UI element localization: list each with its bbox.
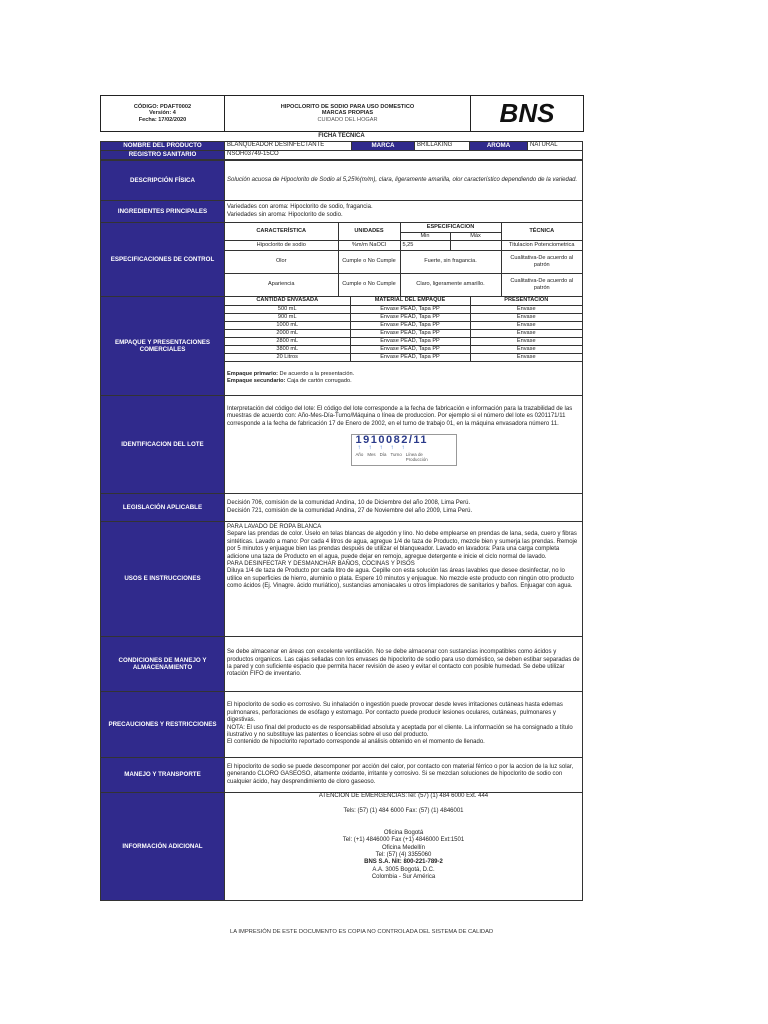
empaque-material: Envase PEAD, Tapa PP — [350, 345, 470, 353]
empaque-secundario-text: Caja de cartón corrugado. — [285, 378, 352, 385]
lote-example-image — [351, 434, 457, 466]
empaque-material: Envase PEAD, Tapa PP — [350, 313, 470, 321]
usos-cell — [225, 522, 583, 637]
spec-tecnica: Titulacion Potenciometrica — [501, 240, 582, 250]
empaque-material: Envase PEAD, Tapa PP — [350, 353, 470, 361]
ingredientes-line-2: Variedades sin aroma: Hipoclorito de sodio. — [227, 211, 343, 218]
especificaciones-label: ESPECIFICACIONES DE CONTROL — [101, 223, 225, 297]
arrow-up-icon: ↑ — [379, 444, 383, 451]
empaque-row — [225, 353, 582, 361]
empaque-presentacion: Envase — [470, 321, 582, 329]
empaque-cell — [225, 297, 583, 396]
aa-text: A.A. 3005 Bogotá, D.C. — [372, 866, 435, 873]
info-cell — [225, 793, 583, 901]
registro-sanitario-value: NSOH03749-15CO — [225, 151, 583, 160]
document-subtitle: MARCAS PROPIAS — [321, 110, 374, 117]
empaque-row — [225, 321, 582, 329]
empaque-cantidad: 2800 mL — [225, 337, 350, 345]
pais-text: Colombia - Sur América — [371, 874, 436, 881]
col-presentacion: PRESENTACION — [470, 297, 582, 305]
emergencias-text: ATENCION DE EMERGENCIAS:Tel: (57) (1) 484 6000 Ext. 444 — [318, 793, 489, 799]
precauciones-text-3: El contenido de hipoclorito reportado corresponde al análisis obtenido en el momento de llenado. — [227, 739, 485, 746]
lote-arrows — [356, 445, 452, 452]
empaque-presentacion: Envase — [470, 313, 582, 321]
col-min: Min — [400, 232, 450, 240]
empaque-row — [225, 337, 582, 345]
spec-caracteristica: Apariencia — [225, 273, 338, 296]
empaque-cantidad: 1000 mL — [225, 321, 350, 329]
empaque-cantidad: 2000 mL — [225, 329, 350, 337]
spec-unidades: %m/m NaOCl — [338, 240, 400, 250]
spec-especificacion: Claro, ligeramente amarillo. — [400, 273, 501, 296]
spec-min: 5,25 — [400, 240, 450, 250]
arrow-up-icon: ↑ — [357, 444, 361, 451]
spec-tecnica: Cualitativa-De acuerdo al patrón — [501, 250, 582, 273]
arrow-up-icon: ↑ — [401, 444, 405, 451]
ingredientes-label: INGREDIENTES PRINCIPALES — [101, 201, 225, 223]
codigo-text: CÓDIGO: PDAFT0002 — [133, 103, 192, 110]
col-tecnica: TÉCNICA — [501, 223, 582, 240]
empaque-primario-text: De acuerdo a la presentación. — [277, 371, 355, 378]
empaque-cantidad: 20 Litros — [225, 353, 350, 361]
oficina-medellin-tel: Tel: (57) (4) 3355060 — [375, 852, 432, 859]
legislacion-line-1: Decisión 706, comisión de la comunidad Andina, 10 de Diciembre del año 2008, Lima Perú. — [227, 500, 471, 507]
footer-disclaimer: LA IMPRESIÓN DE ESTE DOCUMENTO ES COPIA NO CONTROLADA DEL SISTEMA DE CALIDAD — [230, 929, 494, 935]
precauciones-label: PRECAUCIONES Y RESTRICCIONES — [101, 692, 225, 758]
product-name-label: NOMBRE DEL PRODUCTO — [101, 142, 225, 151]
empaque-presentacion: Envase — [470, 353, 582, 361]
tels-text: Tels: (57) (1) 484 6000 Fax: (57) (1) 4846001 — [343, 808, 464, 815]
oficina-bogota: Oficina Bogotá — [383, 829, 424, 836]
spec-max — [450, 240, 501, 250]
lote-cell — [225, 396, 583, 494]
col-especificacion: ESPECIFICACION — [400, 223, 501, 232]
arrow-up-icon: ↑ — [390, 444, 394, 451]
empaque-cantidad: 900 mL — [225, 313, 350, 321]
aroma-value: NATURAL — [528, 142, 583, 151]
arrow-up-icon: ↑ — [368, 444, 372, 451]
spec-caracteristica: Olor — [225, 250, 338, 273]
empaque-material: Envase PEAD, Tapa PP — [350, 305, 470, 313]
usos-title-1: PARA LAVADO DE ROPA BLANCA — [227, 524, 322, 530]
precauciones-cell — [225, 692, 583, 758]
document-category: CUIDADO DEL HOGAR — [317, 116, 378, 123]
caption-dia: Día — [379, 452, 387, 458]
lote-example-code: 1910082/11 — [355, 434, 429, 447]
empaque-notes — [225, 361, 582, 395]
empaque-presentacion: Envase — [470, 329, 582, 337]
manejo-text: Se debe almacenar en áreas con excelente ventilación. No se debe almacenar con sustancias incompatibles como ácidos y productos organicos. Las cajas selladas con los envases de hipoclorito de sodio para uso doméstico, se deben estibar separadas de la pared y con suficiente espacio que permita hacer revisión de aseo y evitar el contacto con posible humedad. Se debe utilizar rotación FIFO de inventario. — [225, 637, 583, 692]
aroma-label: AROMA — [470, 142, 528, 151]
document-header — [100, 95, 584, 132]
caption-turno: Turno — [390, 452, 402, 458]
descripcion-label: DESCRIPCIÓN FÍSICA — [101, 161, 225, 201]
company-logo: BNS — [471, 96, 584, 132]
transporte-text: El hipoclorito de sodio se puede descomponer por acción del calor, por contacto con material férrico o por la accion de la luz solar, generando CLORO GASEOSO, altamente oxidante, irritante y corrosivo. Si se mezclan soluciones de hipoclorito de sodio con cualquier ácido, hay desprendimiento de cloro gaseoso. — [225, 758, 583, 793]
marca-label: MARCA — [352, 142, 415, 151]
version-text: Versión: 4 — [149, 110, 176, 117]
spec-row — [225, 273, 582, 296]
ficha-tecnica-document — [100, 95, 583, 901]
caption-ano: Año — [355, 452, 364, 458]
empaque-presentacion: Envase — [470, 345, 582, 353]
document-control-info — [101, 96, 225, 132]
especificaciones-table — [225, 223, 582, 296]
spec-unidades: Cumple o No Cumple — [338, 273, 400, 296]
legislacion-cell — [225, 494, 583, 522]
spec-tecnica: Cualitativa-De acuerdo al patrón — [501, 273, 582, 296]
empaque-material: Envase PEAD, Tapa PP — [350, 337, 470, 345]
empaque-table — [225, 297, 582, 395]
oficina-medellin: Oficina Medellín — [381, 844, 426, 851]
transporte-label: MANEJO Y TRANSPORTE — [101, 758, 225, 793]
descripcion-text: Solución acuosa de Hipoclorito de Sodio al 5,25%(m/m), clara, ligeramente amarilla, olor característico dependiendo de la variedad. — [225, 161, 583, 201]
spec-row — [225, 250, 582, 273]
product-info-table — [100, 141, 583, 160]
empaque-secundario-label: Empaque secundario: — [227, 378, 286, 385]
precauciones-text-1: El hipoclorito de sodio es corrosivo. Su inhalación o ingestión puede provocar desde leves irritaciones cutáneas hasta edemas pulmonares, perforaciones de esófago y estomago. Por contacto puede producir lesiones oculares, cutáneas, pulmonares y digestivas. — [227, 702, 563, 724]
legislacion-line-2: Decisión 721, comisión de la comunidad Andina, 27 de Noviembre del año 2009, Lima Perú. — [227, 507, 473, 514]
empaque-presentacion: Envase — [470, 305, 582, 313]
sections-table — [100, 160, 583, 901]
col-material: MATERIAL DEL EMPAQUE — [350, 297, 470, 305]
lote-label: IDENTIFICACION DEL LOTE — [101, 396, 225, 494]
empaque-material: Envase PEAD, Tapa PP — [350, 321, 470, 329]
empaque-row — [225, 313, 582, 321]
empaque-presentacion: Envase — [470, 337, 582, 345]
spec-row — [225, 240, 582, 250]
usos-label: USOS E INSTRUCCIONES — [101, 522, 225, 637]
empaque-cantidad: 3800 mL — [225, 345, 350, 353]
empaque-row — [225, 305, 582, 313]
empaque-row — [225, 345, 582, 353]
especificaciones-cell — [225, 223, 583, 297]
registro-sanitario-label: REGISTRO SANITARIO — [101, 151, 225, 160]
caption-linea: Línea de Producción — [405, 452, 428, 463]
usos-title-2: PARA DESINFECTAR Y DESMANCHAR BAÑOS, COCINAS Y PISOS — [227, 561, 415, 568]
empaque-cantidad: 500 mL — [225, 305, 350, 313]
product-name-value: BLANQUEADOR DESINFECTANTE — [225, 142, 352, 151]
empaque-row — [225, 329, 582, 337]
col-unidades: UNIDADES — [338, 223, 400, 240]
spec-caracteristica: Hipoclorito de sodio — [225, 240, 338, 250]
col-cantidad: CANTIDAD ENVASADA — [225, 297, 350, 305]
precauciones-text-2: NOTA: El uso final del producto es de responsabilidad absoluta y aceptada por el cliente. La información se ha consignado a título ilustrativo y no substituye las patentes o licencias sobre el uso del producto. — [227, 724, 573, 738]
col-caracteristica: CARACTERÍSTICA — [225, 223, 338, 240]
usos-paragraph-1: Separe las prendas de color. Úselo en telas blancas de algodón y lino. No debe emplearse en prendas de lana, seda, cuero y fibras sintéticas. Lavado a mano: Por cada 4 litros de agua, agregue 1/4 de taza de Producto, mezcle bien y sumerja las prendas. Remoje por 5 minutos y enjuague bien las prendas después de utilizar el blanqueador. Lavado en lavadora: Para una carga completa adicione una taza de Producto en el agua, puede dejar en remojo, agregue detergente e inicie el ciclo normal de lavado. — [227, 531, 578, 560]
spec-especificacion: Fuerte, sin fragancia. — [400, 250, 501, 273]
spec-unidades: Cumple o No Cumple — [338, 250, 400, 273]
empaque-material: Envase PEAD, Tapa PP — [350, 329, 470, 337]
document-title-block — [225, 96, 471, 132]
nit-text: BNS S.A. Nit: 800-221-789-2 — [364, 859, 443, 866]
info-label: INFORMACIÓN ADICIONAL — [101, 793, 225, 901]
marca-value: BRILLAKING — [415, 142, 470, 151]
lote-captions — [356, 452, 452, 462]
usos-paragraph-2: Diluya 1/4 de taza de Producto por cada litro de agua. Cepille con esta solución las áreas lavables que desee desinfectar, no lo utilice en superficies de hierro, aluminio o plata. Espere 10 minutos y enjuague. No mezcle este producto con ningún otro producto como ácidos (Ej. Vinagre. ácido muriático), sustancias amoniacales u otros limpiadores de sanitarios y baños. Enjuagar con agua. — [227, 568, 574, 590]
lote-text: Interpretación del código del lote: El código del lote corresponde a la fecha de fabricación e información para la trazabilidad de las muestras de acuerdo con: Año-Mes-Día-Turno/Máquina o línea de produccion. Por ejemplo si el número del lote es 0201171/11 corresponde a la fecha de fabricación 17 de Enero de 2002, en el turno de trabajo 01, en la máquina envasadora número 11. — [227, 406, 573, 427]
col-max: Máx — [450, 232, 501, 240]
document-title: HIPOCLORITO DE SODIO PARA USO DOMESTICO — [280, 103, 415, 110]
caption-mes: Mes — [367, 452, 376, 458]
ingredientes-line-1: Variedades con aroma: Hipoclorito de sodio, fragancia. — [227, 204, 373, 211]
fecha-text: Fecha: 17/02/2020 — [138, 116, 187, 123]
oficina-bogota-tel: Tel: (+1) 4846000 Fax (+1) 4846000 Ext:1501 — [342, 837, 465, 844]
ficha-tecnica-title: FICHA TECNICA — [318, 133, 365, 139]
empaque-primario-label: Empaque primario: — [227, 371, 278, 378]
empaque-label: EMPAQUE Y PRESENTACIONES COMERCIALES — [101, 297, 225, 396]
legislacion-label: LEGISLACIÓN APLICABLE — [101, 494, 225, 522]
ingredientes-text — [225, 201, 583, 223]
manejo-label: CONDICIONES DE MANEJO Y ALMACENAMIENTO — [101, 637, 225, 692]
